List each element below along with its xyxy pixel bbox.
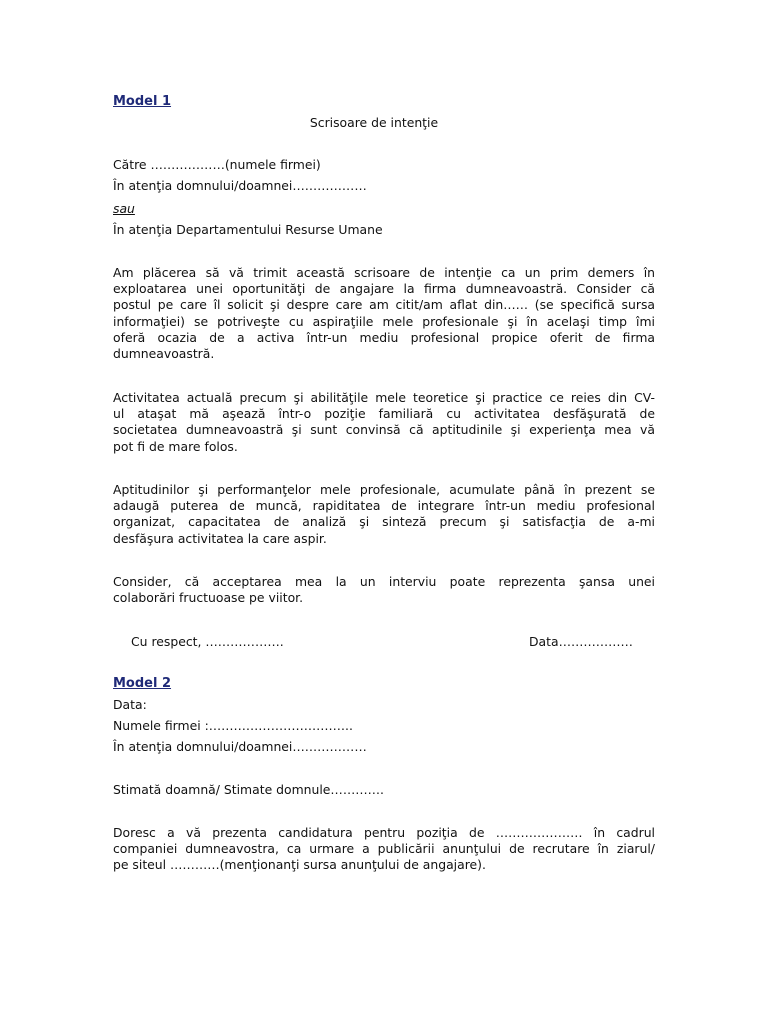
paragraph-2-line: Activitatea actuală precum şi abilităţile mele teoretice şi practice ce reies din CV- [113,390,655,405]
paragraph-1-line: exploatarea unei oportunităţi de angajare la firma dumneavoastră. Consider că [113,281,655,297]
paragraph-1-line: postul pe care îl solicit şi despre care am citit/am aflat din…… (se specifică sursa [113,297,655,313]
letter-title: Scrisoare de intenţie [309,115,439,130]
company-name-line: Numele firmei :…………………………….. [113,718,353,733]
attention-line-2: În atenţia domnului/doamnei……………… [113,739,367,754]
recipient-line: Către ………………(numele firmei) [113,157,321,172]
paragraph-3-line: desfăşura activitatea la care aspir. [113,530,327,546]
model-2-paragraph-line: companiei dumneavostra, ca urmare a publicării anunţului de recrutare în ziarul/ [113,841,655,857]
paragraph-2-line: ul ataşat mă aşează într-o poziţie familiară cu activitatea desfăşurată de [113,406,655,422]
paragraph-3-line: adaugă puterea de muncă, rapiditatea de integrare într-un mediu profesional [113,498,655,514]
salutation-line: Stimată doamnă/ Stimate domnule…………. [113,782,384,797]
model-2-heading: Model 2 [113,676,172,691]
paragraph-1 [113,265,655,362]
paragraph-2 [113,390,655,455]
paragraph-1-line: Am plăcerea să vă trimit această scrisoare de intenţie ca un prim demers în [113,265,655,280]
paragraph-4-line: colaborări fructuoase pe viitor. [113,590,304,606]
paragraph-1-line: oferă ocazia de a activa într-un mediu profesional propice oferit de firma [113,329,655,345]
paragraph-4-line: Consider, că acceptarea mea la un interviu poate reprezenta şansa unei [113,574,655,589]
paragraph-3 [113,482,655,547]
attention-line: În atenţia domnului/doamnei……………… [113,178,367,193]
or-line: sau [113,201,135,216]
model-2-paragraph [113,825,655,874]
document-page [113,0,655,1024]
paragraph-2-line: societatea dumneavoastră şi sunt convinsă că aptitudinile şi experienţa mea vă [113,422,655,438]
signature-respect: Cu respect, ………………. [131,634,284,649]
paragraph-3-line: Aptitudinilor şi performanţelor mele profesionale, acumulate până în prezent se [113,482,655,497]
paragraph-1-line: dumneavoastră. [113,346,215,362]
paragraph-3-line: organizat, capacitatea de analiză şi sinteză precum şi satisfacţia de a-mi [113,514,655,530]
hr-department-line: În atenţia Departamentului Resurse Umane [113,222,383,237]
date-line: Data: [113,697,147,712]
model-2-paragraph-line: pe siteul …………(menţionanţi sursa anunţului de angajare). [113,857,486,873]
paragraph-1-line: informaţiei) se potriveşte cu aspiraţiile mele profesionale şi în acelaşi timp îmi [113,313,655,329]
model-1-heading: Model 1 [113,94,172,109]
paragraph-4 [113,574,655,606]
model-2-paragraph-line: Doresc a vă prezenta candidatura pentru poziţia de ………………… în cadrul [113,825,655,840]
signature-date: Data……………… [529,634,633,649]
paragraph-2-line: pot fi de mare folos. [113,438,238,454]
